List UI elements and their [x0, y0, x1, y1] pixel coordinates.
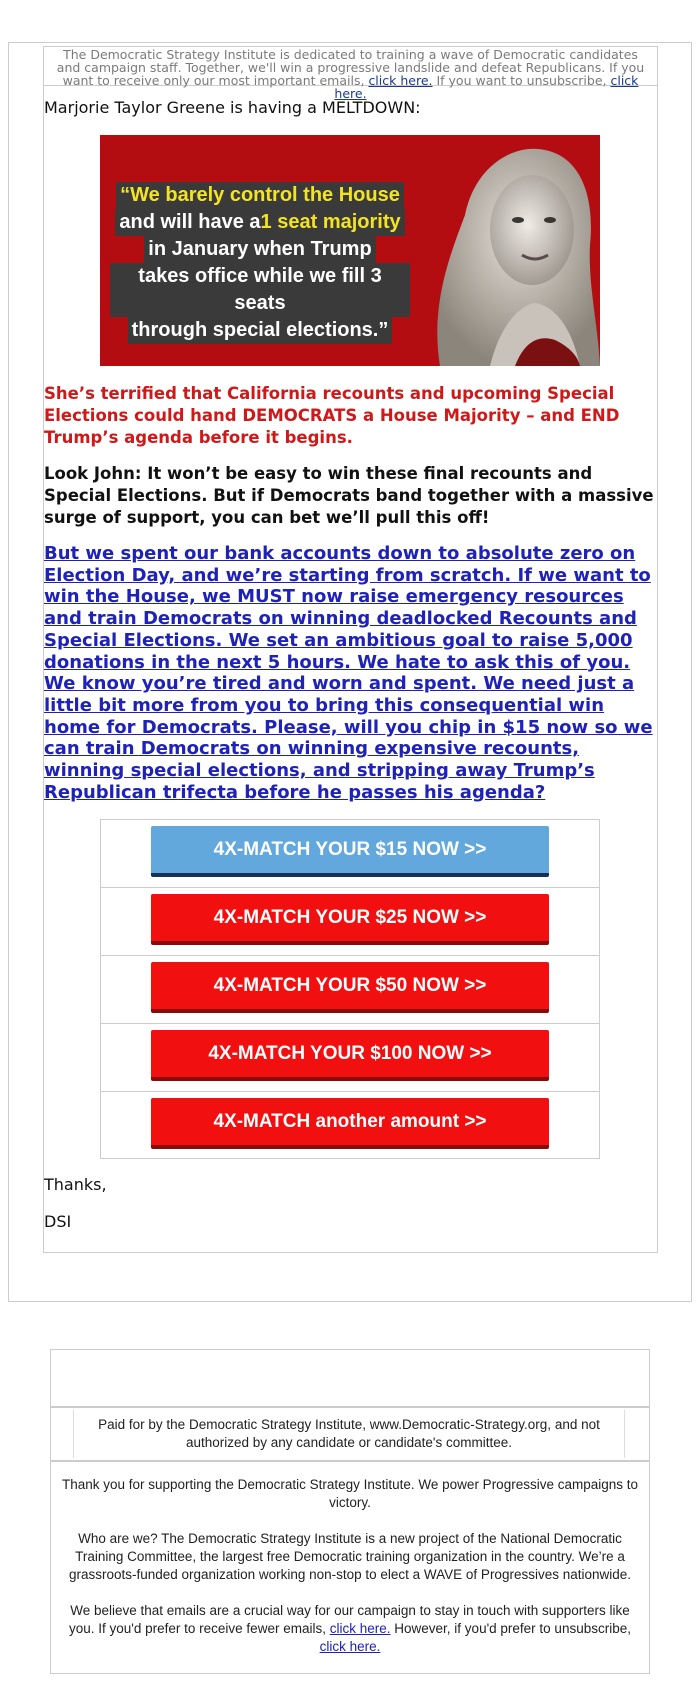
footer-email-text: We believe that emails are a crucial way for our campaign to stay in touch with supporters like you. If you'd prefer to receive fewer emails,: [69, 1603, 630, 1636]
banner-quote-highlight: 1 seat majority: [260, 211, 401, 233]
footer-email-preferences: [59, 1602, 641, 1656]
footer-thank-you: Thank you for supporting the Democratic Strategy Institute. We power Progressive campaigns to victory.: [61, 1477, 639, 1510]
closing-thanks: Thanks,: [44, 1175, 107, 1194]
paid-for-disclaimer: Paid for by the Democratic Strategy Institute, www.Democratic-Strategy.org, and not authorized by any candidate or candidate's committee.: [73, 1410, 625, 1458]
footer-who-are-we: Who are we? The Democratic Strategy Institute is a new project of the National Democratic Training Committee, the largest free Democratic training organization in the country. We’re a grassroots-funded organization working non-stop to elect a WAVE of Progressives nationwide.: [68, 1531, 632, 1582]
banner-quote: [110, 182, 410, 344]
appeal-paragraph: Look John: It won’t be easy to win these final recounts and Special Elections. But if Democrats band together with a massive surge of support, you can bet we’ll pull this off!: [44, 464, 654, 527]
email-footer: [50, 1349, 650, 1674]
donation-row: [101, 888, 599, 956]
banner-quote-line-4: takes office while we fill 3 seats: [110, 263, 410, 317]
donation-row: [101, 956, 599, 1024]
email-hook-line: Marjorie Taylor Greene is having a MELTDOWN:: [44, 98, 421, 117]
footer-email-text-mid: However, if you'd prefer to unsubscribe,: [394, 1621, 631, 1636]
banner-quote-line-3: in January when Trump: [144, 236, 375, 263]
donate-25-button[interactable]: 4X-MATCH YOUR $25 NOW >>: [151, 894, 549, 945]
banner-quote-line-5: through special elections.”: [128, 317, 393, 344]
donate-15-button[interactable]: 4X-MATCH YOUR $15 NOW >>: [151, 826, 549, 877]
portrait-illustration: [420, 135, 600, 366]
fewer-emails-link[interactable]: click here.: [329, 1621, 391, 1636]
donation-row: [101, 820, 599, 888]
footer-body: [51, 1476, 649, 1674]
paid-for-row: [51, 1408, 649, 1462]
alert-paragraph: She’s terrified that California recounts and upcoming Special Elections could hand DEMOCRATS a House Majority – and END Trump’s agenda before it begins.: [44, 384, 620, 447]
email-preheader: [43, 46, 658, 101]
donation-button-table: [100, 819, 600, 1159]
quote-banner-image[interactable]: [100, 135, 600, 366]
donate-50-button[interactable]: 4X-MATCH YOUR $50 NOW >>: [151, 962, 549, 1013]
important-emails-link[interactable]: click here.: [368, 73, 433, 88]
preheader-text: The Democratic Strategy Institute is dedicated to training a wave of Democratic candidates and campaign staff. Together, we'll win a progressive landslide and defeat Republicans. If you want to receive only our most important emails,: [56, 47, 645, 88]
banner-quote-line-2: [115, 209, 404, 236]
donation-row: [101, 1092, 599, 1160]
donation-row: [101, 1024, 599, 1092]
banner-quote-line-1: “We barely control the House: [116, 182, 404, 209]
unsubscribe-link[interactable]: click here.: [334, 73, 639, 101]
signature: DSI: [44, 1212, 72, 1231]
footer-blank-row: [51, 1350, 649, 1408]
donate-100-button[interactable]: 4X-MATCH YOUR $100 NOW >>: [151, 1030, 549, 1081]
footer-unsubscribe-link[interactable]: click here.: [319, 1639, 381, 1654]
donate-other-amount-button[interactable]: 4X-MATCH another amount >>: [151, 1098, 549, 1149]
banner-quote-line-2a: and will have a: [119, 211, 261, 233]
preheader-text-mid: If you want to unsubscribe,: [436, 73, 607, 88]
donate-appeal-link[interactable]: But we spent our bank accounts down to absolute zero on Election Day, and we’re starting from scratch. If we want to win the House, we MUST now raise emergency resources and train Democrats on winning deadlocked Recounts and Special Elections. We set an ambitious goal to raise 5,000 donations in the next 5 hours. We hate to ask this of you. We know you’re tired and worn and spent. We need just a little bit more from you to bring this consequential win home for Democrats. Please, will you chip in $15 now so we can train Democrats on winning expensive recounts, winning special elections, and stripping away Trump’s Republican trifecta before he passes his agenda?: [44, 543, 653, 803]
